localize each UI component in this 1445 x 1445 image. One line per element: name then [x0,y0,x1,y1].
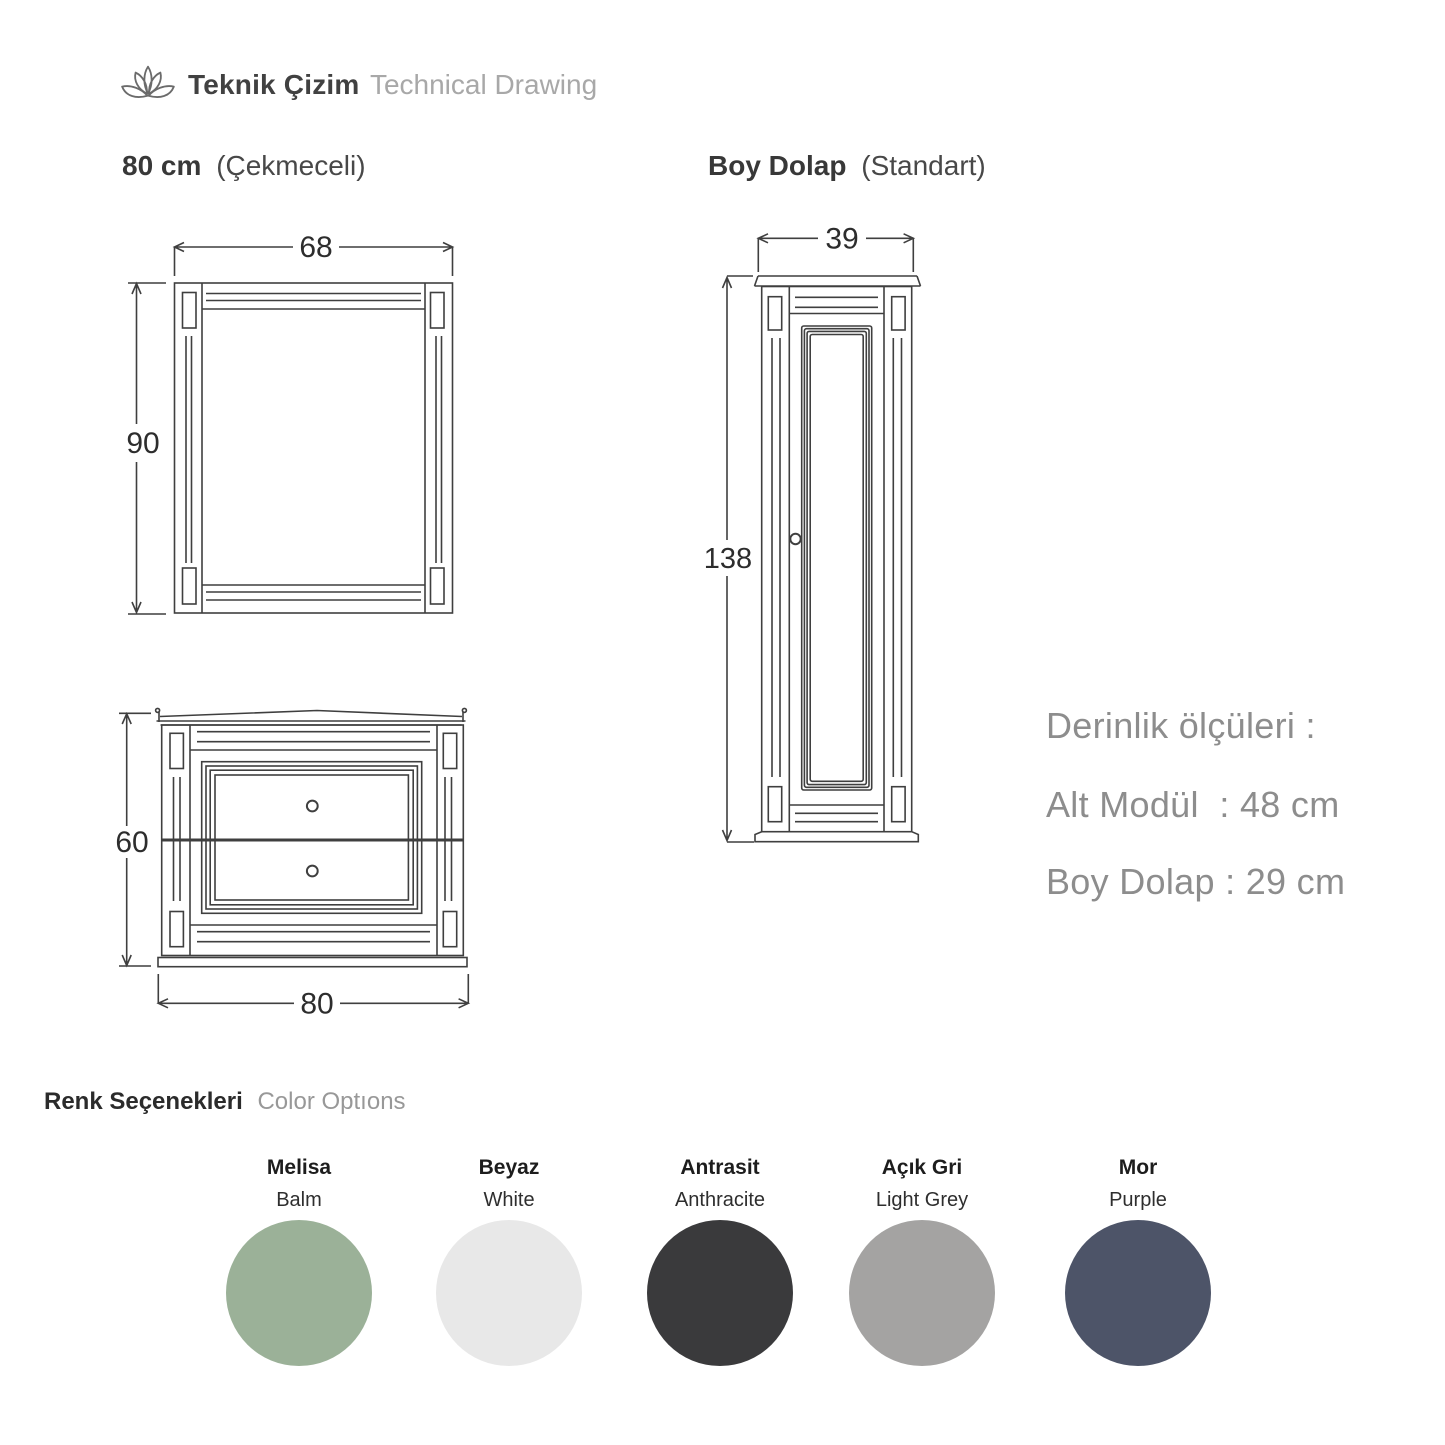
swatch-name: Beyaz [478,1156,540,1179]
swatch-name: Açık Gri [881,1156,963,1179]
swatch-color-circle [226,1220,372,1366]
drawer-frame [210,770,413,905]
tall-corner-block [768,787,781,822]
base-corner-block [170,912,183,947]
mirror-corner-block [431,293,445,329]
swatch-mor [1053,1156,1223,1366]
swatch-name: Antrasit [680,1156,760,1179]
mirror-width-dimension [175,231,453,276]
swatch-name: Melisa [266,1156,332,1179]
section-label-left [122,150,366,182]
countertop-finial [156,708,160,712]
page-title-tr: Teknik Çizim [188,69,360,100]
section-left-variant: (Çekmeceli) [216,150,366,181]
base-height-dimension [115,713,151,966]
tall-cabinet-details [755,276,921,842]
swatch-subtitle: White [483,1189,535,1211]
base-corner-block [443,912,456,947]
tall-cabinet-body [762,287,912,832]
tall-height-value: 138 [703,543,753,575]
mirror-drawing [126,231,452,614]
drawer-knob [307,801,318,812]
mirror-width-value: 68 [299,231,333,264]
page-header [120,64,597,106]
tall-corner-block [892,787,905,822]
swatch-color-circle [849,1220,995,1366]
depth-row-alt-modul: Alt Modül : 48 cm [1046,784,1340,825]
tall-width-dimension [758,223,913,273]
mirror-corner-block [183,293,197,329]
drawer-frame [206,766,417,909]
swatch-name: Mor [1118,1156,1158,1179]
mirror-corner-block [431,568,445,604]
depth-row-boy-dolap: Boy Dolap : 29 cm [1046,861,1346,902]
swatch-beyaz [424,1156,594,1366]
tall-width-value: 39 [825,222,859,256]
page-title-en: Technical Drawing [369,69,598,100]
section-right-variant: (Standart) [861,150,986,181]
swatch-subtitle: Purple [1109,1189,1167,1211]
tall-corner-block [768,297,781,330]
mirror-frame [175,283,453,613]
mirror-frame-details [186,283,442,613]
mirror-height-value: 90 [126,427,160,460]
tall-cabinet-drawing [704,223,921,843]
base-corner-block [170,733,183,768]
base-corner-block [443,733,456,768]
swatch-color-circle [436,1220,582,1366]
color-options-title-en: Color Optıons [257,1088,406,1115]
base-plinth [158,958,467,967]
swatch-melisa [214,1156,384,1366]
drawer-frame [202,762,422,914]
door-frame [807,331,866,784]
tall-corner-block [892,297,905,330]
base-width-value: 80 [300,987,334,1021]
swatch-subtitle: Balm [276,1189,322,1211]
base-width-dimension [158,974,468,1021]
swatch-color-circle [647,1220,793,1366]
countertop-finial [462,708,466,712]
drawer-knob [307,866,318,877]
swatch-subtitle: Anthracite [674,1189,766,1211]
door-frame [802,326,872,790]
swatch-acik-gri [837,1156,1007,1366]
section-left-size: 80 cm [122,150,202,181]
door-panel [810,335,863,782]
door-knob [790,534,800,544]
door-frame [804,329,869,788]
swatch-antrasit [635,1156,805,1366]
section-right-size: Boy Dolap [708,150,847,181]
tall-height-dimension [704,276,754,842]
base-cabinet-drawing [115,708,468,1020]
swatch-color-circle [1065,1220,1211,1366]
drawer-face [215,775,408,900]
section-label-right [708,150,986,182]
mirror-corner-block [183,568,197,604]
color-options-title-tr: Renk Seçenekleri [44,1088,243,1115]
lotus-icon [120,64,176,106]
depth-title: Derinlik ölçüleri : [1046,705,1316,746]
base-height-value: 60 [115,826,149,859]
color-options-heading [44,1088,406,1116]
mirror-height-dimension [126,283,166,614]
swatch-subtitle: Light Grey [875,1189,969,1211]
base-cabinet-details [157,711,466,956]
